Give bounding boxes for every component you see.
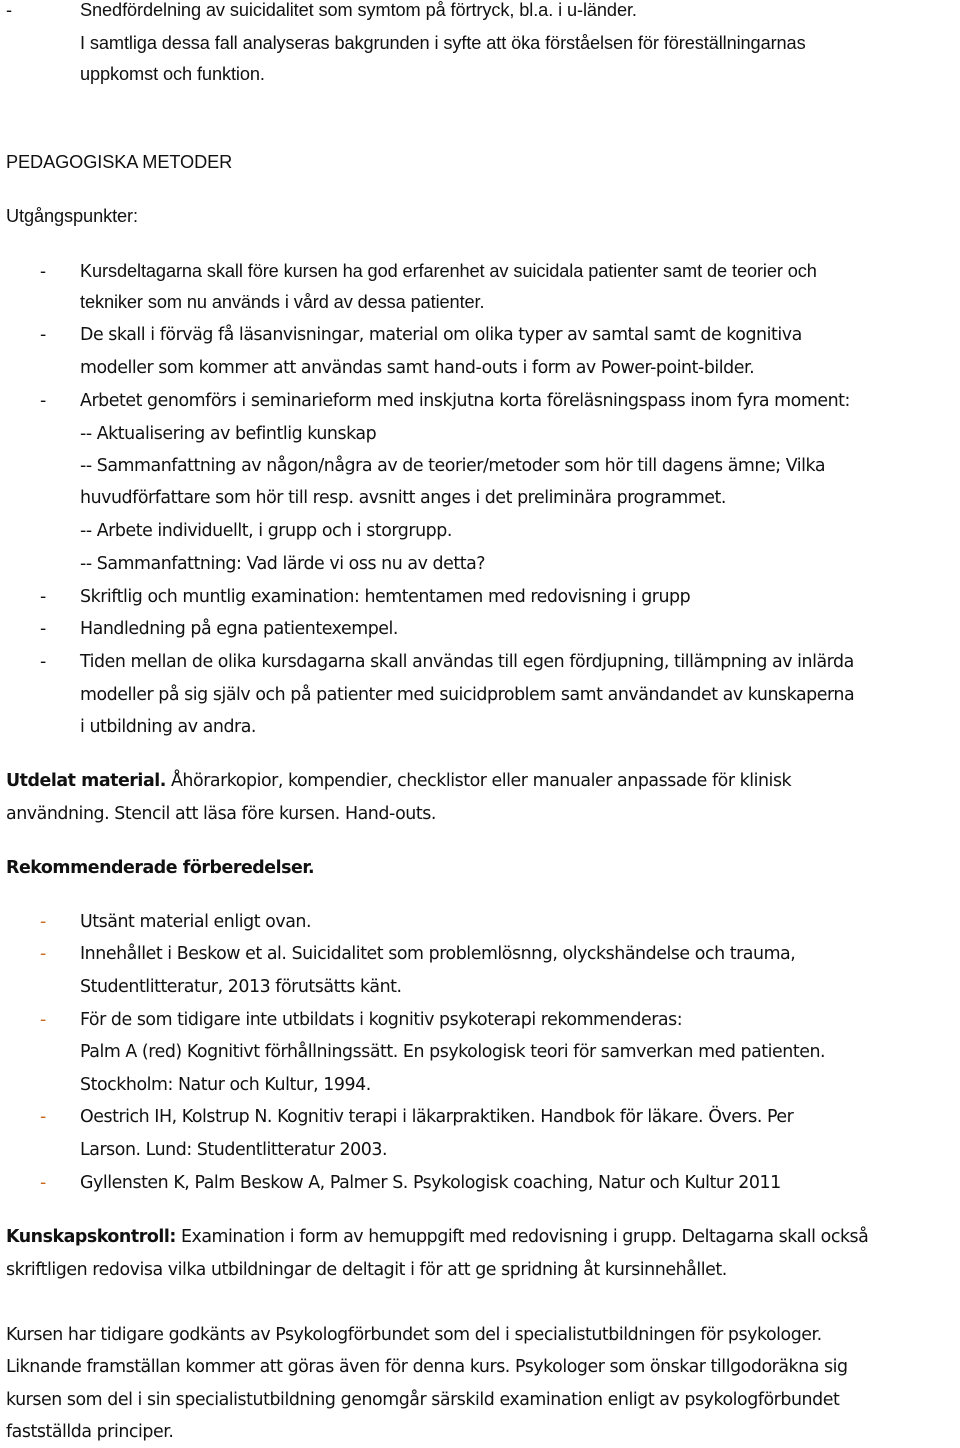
list-item-line: -- Sammanfattning: Vad lärde vi oss nu av detta? <box>80 554 486 574</box>
list-item-line: Arbetet genomförs i seminarieform med inskjutna korta föreläsningspass inom fyra moment: <box>80 391 850 411</box>
list-dash: - <box>6 0 12 20</box>
material-text-line: användning. Stencil att läsa före kursen. Hand-outs. <box>6 804 436 824</box>
list-dash: - <box>40 652 46 672</box>
list-dash: - <box>40 944 46 964</box>
list-item-line: -- Sammanfattning av någon/några av de teorier/metoder som hör till dagens ämne; Vilka <box>80 456 826 476</box>
approval-line: fastställda principer. <box>6 1422 174 1442</box>
list-dash: - <box>40 619 46 639</box>
intro-line: Snedfördelning av suicidalitet som symtom på förtryck, bl.a. i u-länder. <box>80 0 637 20</box>
intro-line: uppkomst och funktion. <box>80 64 265 84</box>
control-text: Examination i form av hemuppgift med redovisning i grupp. Deltagarna skall också <box>175 1227 869 1247</box>
list-item-line: Kursdeltagarna skall före kursen ha god erfarenhet av suicidala patienter samt de teorier och <box>80 261 817 281</box>
control-label: Kunskapskontroll: <box>6 1227 176 1247</box>
material-paragraph <box>6 771 791 791</box>
list-item-line: modeller på sig själv och på patienter med suicidproblem samt användandet av kunskaperna <box>80 685 855 705</box>
list-dash: - <box>40 261 46 281</box>
list-item-line: modeller som kommer att användas samt hand-outs i form av Power-point-bilder. <box>80 358 755 378</box>
list-item-line: tekniker som nu används i vård av dessa patienter. <box>80 292 485 312</box>
list-item-line: Utsänt material enligt ovan. <box>80 912 312 932</box>
list-item-line: Larson. Lund: Studentlitteratur 2003. <box>80 1140 388 1160</box>
list-item-line: För de som tidigare inte utbildats i kognitiv psykoterapi rekommenderas: <box>80 1010 683 1030</box>
section-heading: PEDAGOGISKA METODER <box>6 152 233 172</box>
list-dash: - <box>40 391 46 411</box>
list-dash: - <box>40 1173 46 1193</box>
list-item-line: Handledning på egna patientexempel. <box>80 619 399 639</box>
list-dash: - <box>40 1010 46 1030</box>
list-item-line: Oestrich IH, Kolstrup N. Kognitiv terapi i läkarpraktiken. Handbok för läkare. Övers. Per <box>80 1107 794 1127</box>
list-item-line: -- Arbete individuellt, i grupp och i storgrupp. <box>80 521 452 541</box>
intro-line: I samtliga dessa fall analyseras bakgrunden i syfte att öka förståelsen för föreställningarnas <box>80 33 806 53</box>
list-dash: - <box>40 325 46 345</box>
list-item-line: Tiden mellan de olika kursdagarna skall användas till egen fördjupning, tillämpning av inlärda <box>80 652 854 672</box>
list-item-line: i utbildning av andra. <box>80 717 257 737</box>
approval-line: kursen som del i sin specialistutbildning genomgår särskild examination enligt av psykologförbundet <box>6 1390 840 1410</box>
material-label: Utdelat material. <box>6 771 166 791</box>
section-subheading: Utgångspunkter: <box>6 206 138 226</box>
approval-line: Liknande framställan kommer att göras även för denna kurs. Psykologer som önskar tillgodoräkna sig <box>6 1357 848 1377</box>
list-item-line: Gyllensten K, Palm Beskow A, Palmer S. Psykologisk coaching, Natur och Kultur 2011 <box>80 1173 781 1193</box>
list-dash: - <box>40 1107 46 1127</box>
list-item-line: Innehållet i Beskow et al. Suicidalitet som problemlösnng, olyckshändelse och trauma, <box>80 944 796 964</box>
list-dash: - <box>40 912 46 932</box>
list-item-line: Skriftlig och muntlig examination: hemtentamen med redovisning i grupp <box>80 587 691 607</box>
list-item-line: Palm A (red) Kognitivt förhållningssätt. En psykologisk teori för samverkan med patienten. <box>80 1042 826 1062</box>
list-item-line: Studentlitteratur, 2013 förutsätts känt. <box>80 977 402 997</box>
list-dash: - <box>40 587 46 607</box>
list-item-line: De skall i förväg få läsanvisningar, material om olika typer av samtal samt de kognitiva <box>80 325 802 345</box>
control-paragraph <box>6 1227 868 1247</box>
control-text-line: skriftligen redovisa vilka utbildningar de deltagit i för att ge spridning åt kursinnehållet. <box>6 1260 727 1280</box>
list-item-line: Stockholm: Natur och Kultur, 1994. <box>80 1075 371 1095</box>
list-item-line: -- Aktualisering av befintlig kunskap <box>80 424 377 444</box>
list-item-line: huvudförfattare som hör till resp. avsnitt anges i det preliminära programmet. <box>80 488 726 508</box>
material-text: Åhörarkopior, kompendier, checklistor eller manualer anpassade för klinisk <box>165 771 792 791</box>
approval-line: Kursen har tidigare godkänts av Psykologförbundet som del i specialistutbildningen för psykologer. <box>6 1325 822 1345</box>
prep-heading: Rekommenderade förberedelser. <box>6 858 315 878</box>
